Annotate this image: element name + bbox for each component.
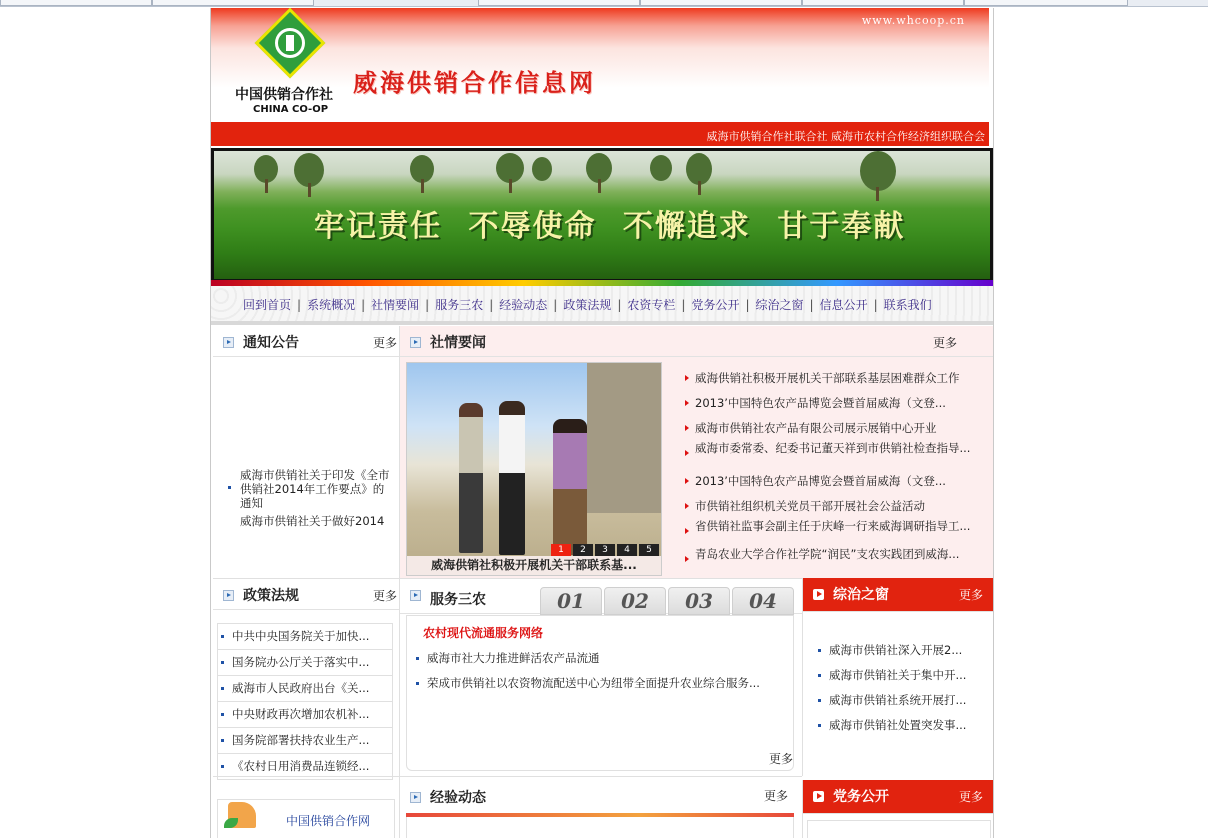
governance-title: 综治之窗 [833,587,889,603]
section-arrow-icon [223,337,234,348]
nav-item-label: 农资专栏 [627,298,676,312]
nav-item[interactable] [627,296,691,313]
site-title: 威海供销合作信息网 [353,68,596,97]
governance-item[interactable]: 威海市供销社深入开展2... [815,638,991,663]
news-header [400,326,993,357]
slide-dot[interactable]: 5 [639,544,659,557]
governance-header [803,578,993,612]
nav-item-label: 服务三农 [435,298,484,312]
nav-separator: | [425,298,430,312]
section-arrow-icon [223,590,234,601]
slide-dot[interactable]: 1 [551,544,571,557]
page-frame [210,8,994,838]
notice-more-link[interactable]: 更多 [372,336,397,350]
governance-list-wrap [815,638,991,738]
party-panel [802,780,993,838]
news-item[interactable]: 2013’中国特色农产品博览会暨首届威海（文登... [681,469,971,494]
nav-item[interactable] [499,296,563,313]
governance-list [815,638,991,738]
nav-item-label: 回到首页 [243,298,292,312]
china-coop-logo[interactable] [235,12,345,120]
service-panel [400,578,802,777]
news-more-link[interactable]: 更多 [932,336,957,350]
experience-title: 经验动态 [430,790,486,806]
nav-item-label: 信息公开 [819,298,868,312]
service-body [406,615,794,771]
news-item[interactable]: 威海供销社积极开展机关干部联系基层困难群众工作 [681,366,971,391]
nav-list [243,296,932,313]
nav-item[interactable] [307,296,371,313]
coop-emblem-ring [275,28,305,58]
arrow-button-icon [813,589,824,600]
notice-scroll [225,468,395,528]
coop-net-link[interactable] [217,799,395,838]
browser-tab[interactable] [0,0,152,6]
policy-item[interactable]: 《农村日用消费品连锁经... [217,754,393,780]
party-header [803,780,993,814]
site-url: www.whcoop.cn [861,14,965,27]
browser-tab[interactable] [152,0,314,6]
banner [211,148,993,280]
section-arrow-icon [410,337,421,348]
service-tab-03[interactable]: 03 [668,587,730,615]
nav-item[interactable] [371,296,435,313]
nav-item-label: 党务公开 [691,298,740,312]
notice-title: 通知公告 [243,335,299,351]
slide-photo-figure [499,401,525,555]
browser-tab-strip [0,0,1208,7]
notice-item-text: 威海市供销社关于做好2014 [240,514,385,528]
slide-caption[interactable]: 威海供销社积极开展机关干部联系基... [407,556,661,575]
notice-panel [213,326,400,578]
nav-divider [211,321,993,325]
service-tab-04[interactable]: 04 [732,587,794,615]
nav-separator: | [873,298,878,312]
notice-item-text: 威海市供销社关于印发《全市供销社2014年工作要点》的通知 [240,468,390,510]
policy-header [213,579,399,610]
slide-photo-wall [587,363,661,513]
experience-body [406,817,794,838]
policy-more-link[interactable]: 更多 [372,589,397,603]
service-header [400,579,802,614]
governance-more-link[interactable]: 更多 [958,588,983,602]
policy-item[interactable]: 威海市人民政府出台《关... [217,676,393,702]
news-item[interactable]: 威海市委常委、纪委书记董天祥到市供销社检查指导... [681,441,971,469]
nav-item-label: 系统概况 [307,298,356,312]
nav-item[interactable] [691,296,755,313]
news-item[interactable]: 青岛农业大学合作社学院“润民”支农实践团到威海... [681,547,971,575]
policy-list-wrap [217,623,393,780]
nav-item-label: 政策法规 [563,298,612,312]
nav-separator: | [809,298,814,312]
link-panel [213,776,400,838]
experience-more-link[interactable]: 更多 [763,789,788,803]
logo-english-name: CHINA CO-OP [253,104,329,115]
service-title: 服务三农 [430,592,486,608]
experience-panel [400,776,802,838]
browser-tab[interactable] [964,0,1128,6]
experience-header [400,781,802,811]
policy-list [217,624,393,780]
service-item[interactable]: 威海市社大力推进鲜活农产品流通 [413,646,789,671]
service-tab-01[interactable]: 01 [540,587,602,615]
policy-item[interactable]: 国务院办公厅关于落实中... [217,650,393,676]
nav-separator: | [361,298,366,312]
nav-item[interactable] [435,296,499,313]
governance-item[interactable]: 威海市供销社关于集中开... [815,663,991,688]
nav-separator: | [745,298,750,312]
nav-item-label: 社情要闻 [371,298,420,312]
nav-item-label: 综治之窗 [755,298,804,312]
party-title: 党务公开 [833,789,889,805]
nav-item-label: 联系我们 [883,298,932,312]
governance-item[interactable]: 威海市供销社系统开展打... [815,688,991,713]
nav-item[interactable] [884,296,932,313]
service-subtitle[interactable]: 农村现代流通服务网络 [423,626,544,640]
section-arrow-icon [410,792,421,803]
notice-header [213,326,399,357]
arrow-button-icon [813,791,824,802]
farmland-banner-image [214,151,990,279]
nav-item-label: 经验动态 [499,298,548,312]
policy-item[interactable]: 中央财政再次增加农机补... [217,702,393,728]
browser-tab[interactable] [802,0,964,6]
policy-panel [213,578,400,777]
news-list-wrap [681,366,971,575]
slide-pager [549,541,659,557]
nav-item[interactable] [243,296,307,313]
notice-item[interactable] [225,514,395,528]
service-tab-02[interactable]: 02 [604,587,666,615]
news-item[interactable]: 市供销社组织机关党员干部开展社会公益活动 [681,494,971,519]
nav-item[interactable] [563,296,627,313]
service-more-link[interactable]: 更多 [768,752,793,766]
news-list [681,366,971,575]
news-slideshow[interactable] [406,362,662,576]
service-list-wrap [413,646,789,696]
nav-separator: | [297,298,302,312]
nav-separator: | [681,298,686,312]
nav-item[interactable] [756,296,820,313]
policy-title: 政策法规 [243,588,299,604]
policy-item[interactable]: 中共中央国务院关于加快... [217,624,393,650]
service-item[interactable]: 荣成市供销社以农资物流配送中心为纽带全面提升农业综合服务... [413,671,789,696]
org-bar [211,122,989,146]
site-header [211,8,989,122]
slide-dot[interactable]: 3 [595,544,615,557]
nav-item[interactable] [820,296,884,313]
org-names: 威海市供销合作社联合社 威海市农村合作经济组织联合会 [706,130,985,143]
browser-tab[interactable] [478,0,640,6]
governance-item[interactable]: 威海市供销社处置突发事... [815,713,991,738]
party-more-link[interactable]: 更多 [958,790,983,804]
bullet-icon [228,486,231,489]
banner-slogan: 牢记责任 不辱使命 不懈追求 甘于奉献 [314,209,906,244]
slide-photo-figure [459,403,483,553]
party-body [807,820,991,838]
slide-dot[interactable]: 4 [617,544,637,557]
news-item[interactable]: 2013’中国特色农产品博览会暨首届威海（文登... [681,391,971,416]
news-item[interactable]: 省供销社监事会副主任于庆峰一行来威海调研指导工... [681,519,971,547]
governance-panel [802,578,993,776]
news-title: 社情要闻 [430,335,486,351]
notice-item[interactable] [225,468,395,510]
service-list [413,646,789,696]
policy-item[interactable]: 国务院部署扶持农业生产... [217,728,393,754]
coop-net-label: 中国供销合作网 [286,814,371,828]
browser-tab[interactable] [640,0,802,6]
nav-separator: | [553,298,558,312]
news-item[interactable]: 威海市供销社农产品有限公司展示展销中心开业 [681,416,971,441]
logo-chinese-name: 中国供销合作社 [235,87,333,103]
nav-separator: | [617,298,622,312]
slide-dot[interactable]: 2 [573,544,593,557]
main-nav [211,286,993,324]
slide-photo-figure [553,419,587,555]
section-arrow-icon [410,590,421,601]
nav-separator: | [489,298,494,312]
